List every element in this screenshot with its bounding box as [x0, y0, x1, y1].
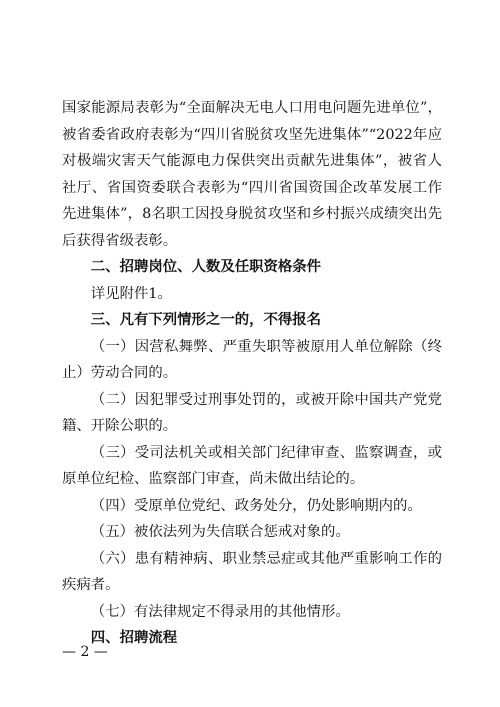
- section-text-positions: 详见附件1。: [90, 285, 172, 302]
- disqualification-item: （一）因营私舞弊、严重失职等被原用人单位解除（终止）劳动合同的。: [62, 338, 442, 381]
- section-heading-disqualifications: 三、凡有下列情形之一的，不得报名: [90, 312, 322, 328]
- disqualification-item: （七）有法律规定不得录用的其他情形。: [90, 603, 350, 620]
- document-body: [62, 95, 442, 652]
- disqualification-item: （三）受司法机关或相关部门纪律审查、监察调查，或原单位纪检、监察部门审查，尚未做出结论的。: [62, 444, 442, 487]
- disqualification-item: （六）患有精神病、职业禁忌症或其他严重影响工作的疾病者。: [62, 550, 442, 593]
- intro-paragraph: 国家能源局表彰为“全面解决无电人口用电问题先进单位”，被省委省政府表彰为“四川省脱贫攻坚先进集体”“2022年应对极端灾害天气能源电力保供突出贡献先进集体”，被省人社厅、省国资委联合表彰为“四川省国资国企改革发展工作先进集体”，8名职工因投身脱贫攻坚和乡村振兴成绩突出先后获得省级表彰。: [62, 100, 442, 249]
- disqualification-item: （二）因犯罪受过刑事处罚的，或被开除中国共产党党籍、开除公职的。: [62, 391, 442, 434]
- page-number: — 2 —: [62, 644, 108, 660]
- section-heading-positions: 二、招聘岗位、人数及任职资格条件: [90, 259, 322, 275]
- disqualification-item: （五）被依法列为失信联合惩戒对象的。: [90, 524, 350, 540]
- disqualification-item: （四）受原单位党纪、政务处分，仍处影响期内的。: [90, 497, 422, 514]
- section-heading-process: 四、招聘流程: [90, 630, 178, 646]
